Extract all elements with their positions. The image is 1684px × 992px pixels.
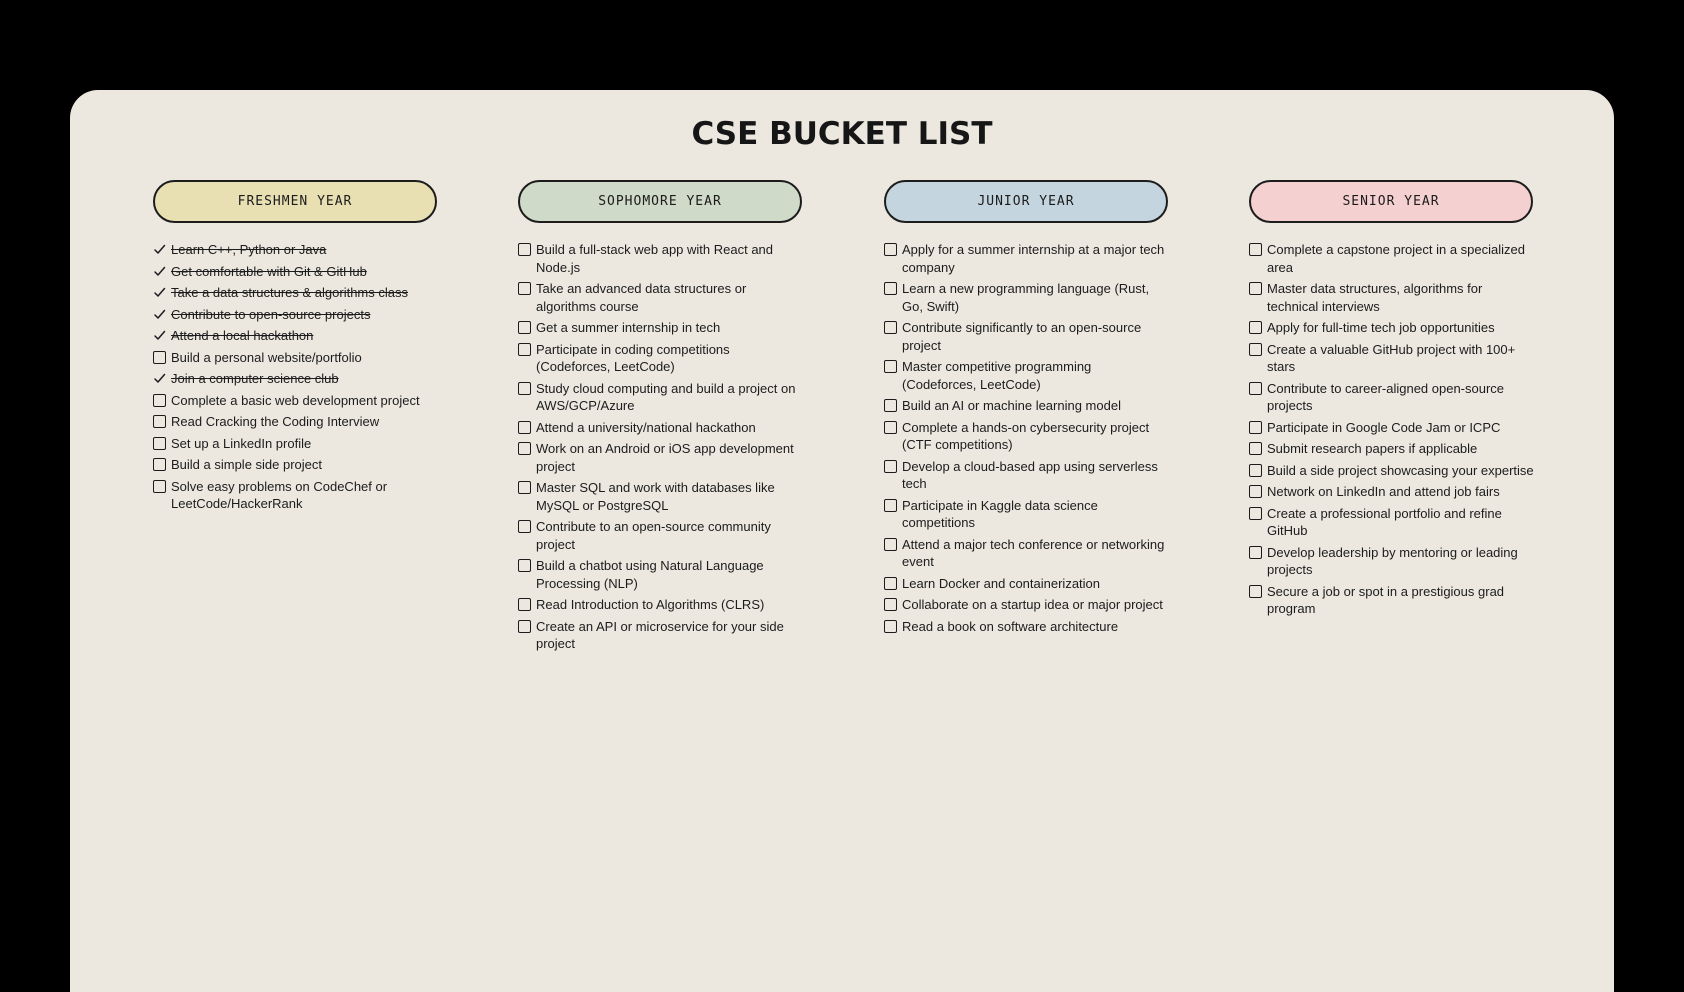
item-label: Complete a hands-on cybersecurity project (CTF competitions)	[902, 419, 1150, 452]
column-senior	[1249, 180, 1534, 622]
item-label: Network on LinkedIn and attend job fairs	[1267, 484, 1500, 499]
list-item[interactable]	[518, 380, 803, 415]
list-item[interactable]	[518, 596, 803, 614]
item-label: Develop leadership by mentoring or leading projects	[1267, 544, 1518, 577]
list-item[interactable]	[518, 557, 803, 592]
item-label: Take a data structures & algorithms class	[171, 285, 408, 300]
checkbox[interactable]	[884, 282, 897, 295]
item-label: Create an API or microservice for your side project	[536, 618, 784, 651]
item-label: Learn Docker and containerization	[902, 575, 1101, 591]
list-item[interactable]	[1249, 483, 1534, 501]
list-item[interactable]	[884, 241, 1169, 276]
checkbox[interactable]	[518, 243, 531, 256]
list-item[interactable]	[884, 458, 1169, 493]
item-label: Read a book on software architecture	[902, 618, 1119, 634]
checkbox[interactable]	[1249, 382, 1262, 395]
item-list-senior	[1249, 241, 1534, 618]
item-label: Take an advanced data structures or algorithms course	[536, 281, 747, 314]
item-label: Learn C++, Python or Java	[171, 242, 327, 257]
item-label: Build a chatbot using Natural Language Processing (NLP)	[536, 558, 764, 591]
checkbox[interactable]	[1249, 507, 1262, 520]
item-label: Set up a LinkedIn profile	[171, 435, 312, 451]
list-item[interactable]	[518, 241, 803, 276]
item-label: Get a summer internship in tech	[536, 320, 721, 335]
checkbox[interactable]	[1249, 282, 1262, 295]
item-label: Participate in Kaggle data science competitions	[902, 497, 1098, 530]
list-item[interactable]	[153, 478, 438, 513]
checkbox[interactable]	[1249, 585, 1262, 598]
checkbox[interactable]	[884, 321, 897, 334]
column-sophomore	[518, 180, 803, 657]
column-freshmen	[153, 180, 438, 517]
list-item[interactable]	[518, 518, 803, 553]
checkmark-icon[interactable]	[153, 265, 166, 278]
item-label: Solve easy problems on CodeChef or LeetCode/HackerRank	[171, 478, 388, 511]
item-label: Contribute to an open-source community project	[536, 519, 771, 552]
list-item[interactable]	[1249, 419, 1534, 437]
list-item[interactable]	[884, 358, 1169, 393]
item-label: Create a valuable GitHub project with 100+ stars	[1267, 341, 1516, 374]
list-item[interactable]	[518, 618, 803, 653]
list-item[interactable]	[518, 280, 803, 315]
item-label: Participate in Google Code Jam or ICPC	[1267, 419, 1501, 435]
column-junior	[884, 180, 1169, 639]
checkbox[interactable]	[518, 520, 531, 533]
list-item[interactable]	[1249, 319, 1534, 337]
list-item[interactable]	[1249, 380, 1534, 415]
item-label: Create a professional portfolio and refine GitHub	[1267, 505, 1502, 538]
list-item[interactable]	[518, 419, 803, 437]
checkbox[interactable]	[884, 460, 897, 473]
item-label: Attend a major tech conference or networking event	[902, 536, 1165, 569]
item-label: Contribute to career-aligned open-source projects	[1267, 380, 1505, 413]
list-item[interactable]	[518, 479, 803, 514]
checkbox[interactable]	[1249, 485, 1262, 498]
checkbox[interactable]	[518, 598, 531, 611]
checkbox[interactable]	[153, 458, 166, 471]
checkbox[interactable]	[518, 559, 531, 572]
list-item[interactable]	[153, 306, 438, 324]
list-item[interactable]	[884, 419, 1169, 454]
checkbox[interactable]	[153, 351, 166, 364]
list-item[interactable]	[153, 327, 438, 345]
item-label: Join a computer science club	[171, 371, 339, 386]
list-item[interactable]	[153, 370, 438, 388]
list-item[interactable]	[153, 349, 438, 367]
list-item[interactable]	[884, 280, 1169, 315]
list-item[interactable]	[518, 319, 803, 337]
checkbox[interactable]	[884, 499, 897, 512]
list-item[interactable]	[884, 497, 1169, 532]
column-header-sophomore: SOPHOMORE YEAR	[518, 180, 802, 223]
checkbox[interactable]	[884, 421, 897, 434]
checkbox[interactable]	[884, 620, 897, 633]
checkbox[interactable]	[1249, 243, 1262, 256]
list-item[interactable]	[1249, 241, 1534, 276]
list-item[interactable]	[884, 596, 1169, 614]
checkmark-icon[interactable]	[153, 308, 166, 321]
checkbox[interactable]	[518, 321, 531, 334]
item-label: Submit research papers if applicable	[1267, 441, 1478, 456]
item-label: Apply for full-time tech job opportunities	[1267, 320, 1495, 335]
column-header-senior: SENIOR YEAR	[1249, 180, 1533, 223]
item-label: Complete a capstone project in a specialized area	[1267, 242, 1525, 275]
checkbox[interactable]	[1249, 546, 1262, 559]
checkbox[interactable]	[518, 481, 531, 494]
item-label: Read Introduction to Algorithms (CLRS)	[536, 597, 765, 612]
list-item[interactable]	[884, 319, 1169, 354]
item-label: Secure a job or spot in a prestigious grad program	[1267, 583, 1505, 616]
list-item[interactable]	[153, 284, 438, 302]
item-label: Contribute significantly to an open-source project	[902, 320, 1142, 353]
item-label: Master SQL and work with databases like MySQL or PostgreSQL	[536, 480, 775, 513]
checkbox[interactable]	[884, 360, 897, 373]
item-label: Participate in coding competitions (Codeforces, LeetCode)	[536, 341, 730, 374]
list-item[interactable]	[153, 241, 438, 259]
checkbox[interactable]	[884, 538, 897, 551]
checkbox[interactable]	[518, 421, 531, 434]
checkbox[interactable]	[1249, 442, 1262, 455]
list-item[interactable]	[884, 575, 1169, 593]
checkbox[interactable]	[1249, 343, 1262, 356]
item-label: Complete a basic web development project	[171, 392, 420, 408]
list-item[interactable]	[518, 341, 803, 376]
item-label: Build a simple side project	[171, 457, 323, 472]
checkbox[interactable]	[518, 282, 531, 295]
checkbox[interactable]	[1249, 421, 1262, 434]
checkbox[interactable]	[518, 620, 531, 633]
item-label: Study cloud computing and build a project on AWS/GCP/Azure	[536, 380, 796, 413]
list-item[interactable]	[1249, 440, 1534, 458]
page-title: CSE BUCKET LIST	[691, 116, 993, 152]
item-label: Apply for a summer internship at a major tech company	[902, 242, 1165, 275]
item-label: Contribute to open-source projects	[171, 306, 371, 322]
item-label: Build a personal website/portfolio	[171, 349, 362, 365]
bucket-list-board	[70, 90, 1614, 992]
list-item[interactable]	[1249, 505, 1534, 540]
checkbox[interactable]	[884, 598, 897, 611]
item-label: Work on an Android or iOS app development project	[536, 441, 794, 474]
list-item[interactable]	[153, 392, 438, 410]
list-item[interactable]	[153, 456, 438, 474]
checkbox[interactable]	[153, 415, 166, 428]
item-label: Master data structures, algorithms for technical interviews	[1267, 281, 1483, 314]
checkbox[interactable]	[1249, 321, 1262, 334]
checkbox[interactable]	[884, 243, 897, 256]
list-item[interactable]	[153, 413, 438, 431]
list-item[interactable]	[1249, 544, 1534, 579]
checkmark-icon[interactable]	[153, 372, 166, 385]
checkbox[interactable]	[153, 437, 166, 450]
checkbox[interactable]	[153, 480, 166, 493]
list-item[interactable]	[1249, 462, 1534, 480]
list-item[interactable]	[1249, 341, 1534, 376]
list-item[interactable]	[1249, 583, 1534, 618]
item-label: Learn a new programming language (Rust, Go, Swift)	[902, 281, 1150, 314]
item-label: Attend a university/national hackathon	[536, 419, 756, 435]
item-list-freshmen	[153, 241, 438, 513]
item-label: Collaborate on a startup idea or major project	[902, 597, 1163, 612]
item-list-sophomore	[518, 241, 803, 653]
list-item[interactable]	[884, 536, 1169, 571]
list-item[interactable]	[518, 440, 803, 475]
checkmark-icon[interactable]	[153, 286, 166, 299]
item-label: Build a side project showcasing your expertise	[1267, 462, 1534, 478]
column-header-freshmen: FRESHMEN YEAR	[153, 180, 437, 223]
checkmark-icon[interactable]	[153, 329, 166, 342]
column-header-junior: JUNIOR YEAR	[884, 180, 1168, 223]
checkmark-icon[interactable]	[153, 243, 166, 256]
item-list-junior	[884, 241, 1169, 635]
item-label: Build an AI or machine learning model	[902, 398, 1121, 413]
item-label: Develop a cloud-based app using serverless tech	[902, 458, 1158, 491]
item-label: Master competitive programming (Codeforces, LeetCode)	[902, 359, 1092, 392]
checkbox[interactable]	[884, 577, 897, 590]
checkbox[interactable]	[1249, 464, 1262, 477]
item-label: Get comfortable with Git & GitHub	[171, 263, 367, 279]
item-label: Read Cracking the Coding Interview	[171, 414, 380, 429]
checkbox[interactable]	[153, 394, 166, 407]
checkbox[interactable]	[518, 442, 531, 455]
item-label: Build a full-stack web app with React and Node.js	[536, 242, 774, 275]
list-item[interactable]	[1249, 280, 1534, 315]
list-item[interactable]	[153, 435, 438, 453]
list-item[interactable]	[884, 618, 1169, 636]
list-item[interactable]	[153, 263, 438, 281]
checkbox[interactable]	[884, 399, 897, 412]
item-label: Attend a local hackathon	[171, 328, 314, 343]
checkbox[interactable]	[518, 382, 531, 395]
checkbox[interactable]	[518, 343, 531, 356]
list-item[interactable]	[884, 397, 1169, 415]
